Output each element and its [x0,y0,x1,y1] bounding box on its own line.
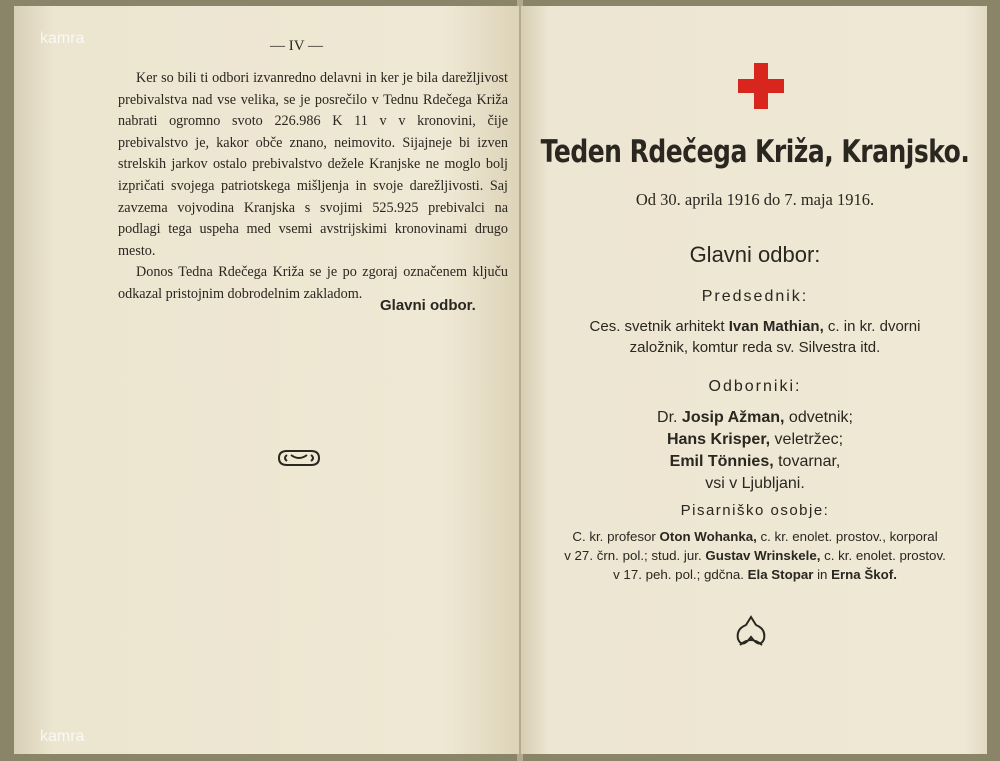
red-cross-icon [738,63,784,109]
watermark-logo: kamra [40,728,85,745]
member: Emil Tönnies, tovarnar, [669,453,841,470]
member: Hans Krisper, veletržec; [666,431,844,448]
president-heading: Predsednik: [701,288,809,305]
members-list [535,407,975,495]
staff-text [535,527,975,584]
paragraph: Donos Tedna Rdečega Križa se je po zgoraj označenem ključu odkazal pristojnim dobrodelnim zakladom. [118,264,508,302]
paragraph: Ker so bili ti odbori izvanredno delavni in ker je bila darežljivost prebivalstva nad vse velika, se je posrečilo v Tednu Rdečega Križa nabrati ogromno svoto 226.986 K 11 v v kronovini, čije prebivalstvo je, kakor obče znano, neimovito. Sijajneje bi izven strelskih jarkov ostalo prebivalstvo dežele Kranjske ne moglo bolj izpričati svojega patriotskega mišljenja in svoje darežljivosti. Saj zavzema vojvodina Kranjska s svojimi 525.925 prebivalci na podlagi tega uspeha med vsemi avstrijskimi kronovinami drugo mesto. [118,70,508,259]
member: Dr. Josip Ažman, odvetnik; [657,409,853,426]
staff-heading: Pisarniško osobje: [680,502,830,519]
signature: Glavni odbor. [380,297,476,314]
dates: Od 30. aprila 1916 do 7. maja 1916. [635,190,875,209]
president-line: Ces. svetnik arhitekt Ivan Mathian, c. in kr. dvorni [589,318,921,335]
left-body-text [118,68,508,306]
page-number: — IV — [270,38,324,54]
staff-line: v 17. peh. pol.; gdčna. Ela Stopar in Erna Škof. [613,567,897,582]
president-line: založnik, komtur reda sv. Silvestra itd. [629,339,881,356]
committee-heading: Glavni odbor: [689,242,821,267]
page-title: Teden Rdečega Križa, Kranjsko. [540,133,970,170]
staff-line: v 27. črn. pol.; stud. jur. Gustav Wrinskele, c. kr. enolet. prostov. [564,548,946,563]
ornament-icon [732,615,770,651]
staff-line: C. kr. profesor Oton Wohanka, c. kr. enolet. prostov., korporal [572,529,938,544]
members-heading: Odborniki: [708,378,802,395]
members-footer: vsi v Ljubljani. [705,475,805,492]
watermark-logo: kamra [40,30,85,47]
ornament-icon [275,448,323,468]
